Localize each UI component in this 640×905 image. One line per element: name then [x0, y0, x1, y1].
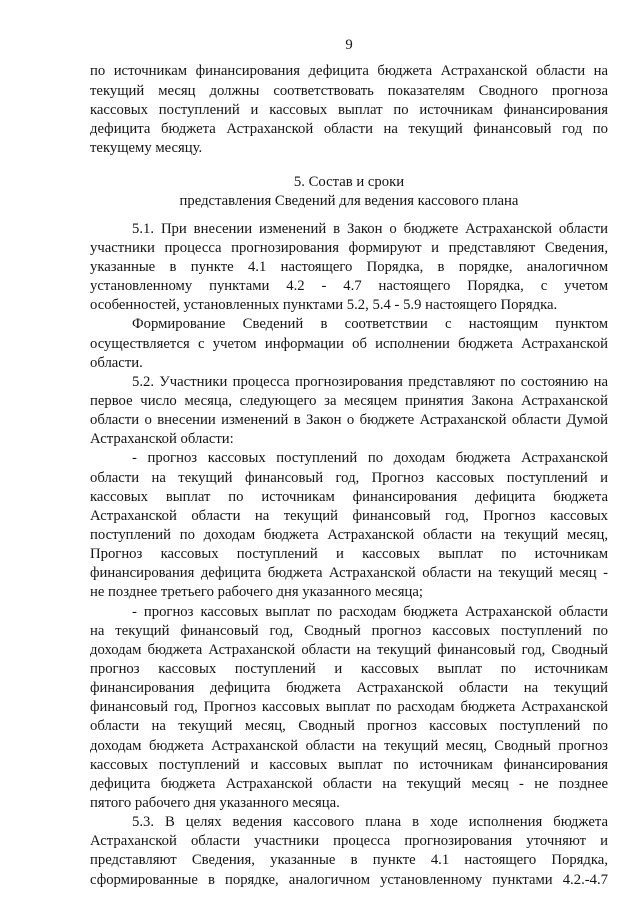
text-line: поступлений по доходам бюджета Астраханской области на текущий месяц, — [90, 527, 608, 543]
section-heading-line: представления Сведений для ведения кассового плана — [179, 192, 519, 209]
paragraph-5-2 — [90, 373, 608, 450]
text-line: доходам бюджета Астраханской области на текущий финансовый год, Сводный — [90, 641, 608, 658]
text-line: по источникам финансирования дефицита бюджета Астраханской области на — [90, 63, 608, 80]
text-line: - прогноз кассовых выплат по расходам бюджета Астраханской области — [132, 603, 608, 620]
text-line: области о внесении изменений в Закон о бюджете Астраханской области Думой — [90, 412, 608, 429]
text-line: прогноз кассовых поступлений и кассовых выплат по источникам — [90, 660, 608, 677]
text-line: финансирования дефицита бюджета Астраханской области на текущий — [90, 680, 608, 697]
text-line: особенностей, установленных пунктами 5.2, 5.4 - 5.9 настоящего Порядка. — [90, 297, 558, 314]
text-line: сформированные в порядке, аналогичном установленному пунктами 4.2.-4.7 — [90, 871, 608, 888]
section-heading-line: 5. Состав и сроки — [293, 173, 405, 190]
text-line: текущий месяц должны соответствовать показателям Сводного прогноза — [90, 82, 608, 99]
text-line: представляют Сведения, указанные в пункте 4.1 настоящего Порядка, — [90, 852, 608, 869]
text-line: области. — [90, 354, 143, 371]
document-body — [90, 62, 608, 889]
paragraph-intro — [90, 62, 608, 158]
text-line: первое число месяца, следующего за месяцем принятия Закона Астраханской — [90, 393, 608, 410]
text-line: Астраханской области: — [90, 431, 234, 448]
text-line: дефицита бюджета Астраханской области на текущий месяц - не позднее — [90, 775, 608, 792]
text-line: на текущий финансовый год, Сводный прогноз кассовых поступлений по — [90, 622, 608, 639]
text-line: не позднее третьего рабочего дня указанного месяца; — [90, 584, 423, 601]
page-number: 9 — [345, 37, 353, 53]
text-line: указанные в пункте 4.1 настоящего Порядка, в порядке, аналогичном — [90, 259, 608, 276]
text-line: установленному пунктами 4.2 - 4.7 настоящего Порядка, с учетом — [90, 278, 608, 295]
text-line: Астраханской области на текущий финансовый год, Прогноз кассовых — [90, 507, 608, 524]
text-line: кассовых поступлений и кассовых выплат по источникам финансирования — [90, 756, 608, 773]
list-item — [90, 603, 608, 814]
text-line: области на текущий месяц, Сводный прогноз кассовых поступлений по — [90, 718, 608, 735]
text-line: 5.1. При внесении изменений в Закон о бюджете Астраханской области — [132, 220, 608, 237]
list-item — [90, 449, 608, 602]
text-line: кассовых выплат по источникам финансирования дефицита бюджета — [90, 488, 608, 505]
text-line: финансовый год, Прогноз кассовых выплат по расходам бюджета Астраханской — [90, 699, 608, 716]
text-line: области на текущий финансовый год, Прогноз кассовых поступлений и — [90, 469, 608, 486]
text-line: Астраханской области участники процесса прогнозирования уточняют и — [90, 833, 608, 850]
text-line: доходам бюджета Астраханской области на текущий месяц, Сводный прогноз — [90, 737, 608, 754]
text-line: пятого рабочего дня указанного месяца. — [90, 794, 340, 811]
section-heading — [90, 173, 608, 211]
text-line: участники процесса прогнозирования формируют и представляют Сведения, — [90, 239, 608, 256]
text-line: осуществляется с учетом информации об исполнении бюджета Астраханской — [90, 335, 608, 352]
text-line: Формирование Сведений в соответствии с настоящим пунктом — [132, 316, 608, 333]
text-line: финансирования дефицита бюджета Астраханской области на текущий месяц - — [90, 565, 608, 582]
text-line: текущему месяцу. — [90, 139, 203, 156]
text-line: - прогноз кассовых поступлений по доходам бюджета Астраханской — [132, 450, 608, 467]
paragraph-5-1-continuation — [90, 315, 608, 372]
paragraph-5-3 — [90, 813, 608, 890]
paragraph-5-1 — [90, 220, 608, 316]
text-line: дефицита бюджета Астраханской области на текущий финансовый год по — [90, 120, 608, 137]
text-line: 5.2. Участники процесса прогнозирования представляют по состоянию на — [132, 373, 608, 390]
text-line: Прогноз кассовых поступлений и кассовых выплат по источникам — [90, 546, 608, 563]
text-line: кассовых поступлений и кассовых выплат по источникам финансирования — [90, 101, 608, 118]
text-line: 5.3. В целях ведения кассового плана в ходе исполнения бюджета — [132, 814, 608, 831]
